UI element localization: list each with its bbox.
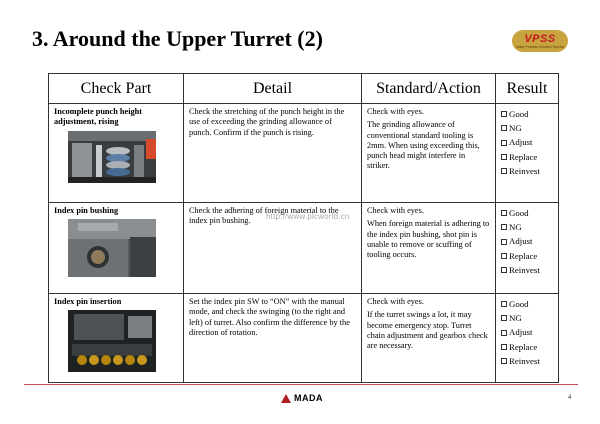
header-check-part: Check Part [49, 74, 184, 104]
check-part-cell [49, 203, 184, 294]
checkbox-icon[interactable] [501, 239, 507, 245]
result-cell [496, 294, 559, 383]
standard-cell [362, 203, 496, 294]
result-option-replace[interactable]: Replace [501, 150, 553, 164]
checkbox-icon[interactable] [501, 330, 507, 336]
standard-line: Check with eyes. [367, 206, 424, 215]
amada-logo [281, 393, 323, 403]
result-option-adjust[interactable]: Adjust [501, 234, 553, 248]
watermark: http://www.plcworld.cn [266, 212, 350, 221]
result-option-good[interactable]: Good [501, 206, 553, 220]
checkbox-icon[interactable] [501, 253, 507, 259]
amada-triangle-icon [281, 394, 291, 403]
check-part-name: Index pin bushing [54, 206, 119, 215]
result-option-adjust[interactable]: Adjust [501, 135, 553, 149]
checkbox-icon[interactable] [501, 111, 507, 117]
detail-cell: Set the index pin SW to “ON” with the manual mode, and check the swinging (to the right and left) of turret. Also confirm the difference by the direction of rotation. [184, 294, 362, 383]
page-title: 3. Around the Upper Turret (2) [32, 26, 323, 51]
header-detail: Detail [184, 74, 362, 104]
footer-divider [24, 384, 578, 385]
check-part-cell [49, 104, 184, 203]
detail-cell: Check the adhering of foreign material to the index pin bushing. [184, 203, 362, 294]
vpss-logo-text: VPSS [524, 32, 556, 45]
table-row [49, 104, 559, 203]
vpss-logo-subtext: Value Process Solution Service [515, 44, 565, 49]
check-part-name: Index pin insertion [54, 297, 122, 306]
index-pin-bushing-photo-icon [68, 219, 156, 277]
result-option-replace[interactable]: Replace [501, 249, 553, 263]
result-option-replace[interactable]: Replace [501, 340, 553, 354]
vpss-logo [512, 30, 568, 52]
checkbox-icon[interactable] [501, 301, 507, 307]
standard-line: When foreign material is adhering to the index pin bushing, shot pin is unable to remove or scuffing of tooling occurs. [367, 219, 490, 260]
checkbox-icon[interactable] [501, 344, 507, 350]
table-header-row [49, 74, 559, 104]
result-option-reinvest[interactable]: Reinvest [501, 263, 553, 277]
checkbox-icon[interactable] [501, 210, 507, 216]
result-option-ng[interactable]: NG [501, 311, 553, 325]
checkbox-icon[interactable] [501, 267, 507, 273]
checkbox-icon[interactable] [501, 125, 507, 131]
checkbox-icon[interactable] [501, 315, 507, 321]
amada-logo-text: MADA [294, 393, 323, 403]
result-option-ng[interactable]: NG [501, 220, 553, 234]
standard-line: Check with eyes. [367, 107, 424, 116]
table-row [49, 294, 559, 383]
standard-cell [362, 294, 496, 383]
standard-line: Check with eyes. [367, 297, 424, 306]
result-option-reinvest[interactable]: Reinvest [501, 164, 553, 178]
standard-line: The grinding allowance of conventional standard tooling is 2mm. When using exceeding this, punch head might interfere in striker. [367, 120, 480, 171]
index-pin-insertion-photo-icon [68, 310, 156, 372]
result-option-good[interactable]: Good [501, 107, 553, 121]
detail-cell: Check the stretching of the punch height in the use of exceeding the grinding allowance of punch. Confirm if the punch is rising. [184, 104, 362, 203]
result-cell [496, 104, 559, 203]
result-option-good[interactable]: Good [501, 297, 553, 311]
checkbox-icon[interactable] [501, 154, 507, 160]
header-standard-action: Standard/Action [362, 74, 496, 104]
result-option-reinvest[interactable]: Reinvest [501, 354, 553, 368]
check-part-name: Incomplete punch height adjustment, rising [54, 107, 143, 127]
check-part-cell [49, 294, 184, 383]
result-option-adjust[interactable]: Adjust [501, 325, 553, 339]
check-table [48, 73, 559, 383]
checkbox-icon[interactable] [501, 168, 507, 174]
standard-cell [362, 104, 496, 203]
header-result: Result [496, 74, 559, 104]
page-number: 4 [568, 395, 572, 401]
turret-punch-photo-icon [68, 131, 156, 183]
result-option-ng[interactable]: NG [501, 121, 553, 135]
standard-line: If the turret swings a lot, it may become emergency stop. Turret chain adjustment and gearbox check are necessary. [367, 310, 488, 351]
checkbox-icon[interactable] [501, 224, 507, 230]
checkbox-icon[interactable] [501, 358, 507, 364]
result-cell [496, 203, 559, 294]
checkbox-icon[interactable] [501, 140, 507, 146]
